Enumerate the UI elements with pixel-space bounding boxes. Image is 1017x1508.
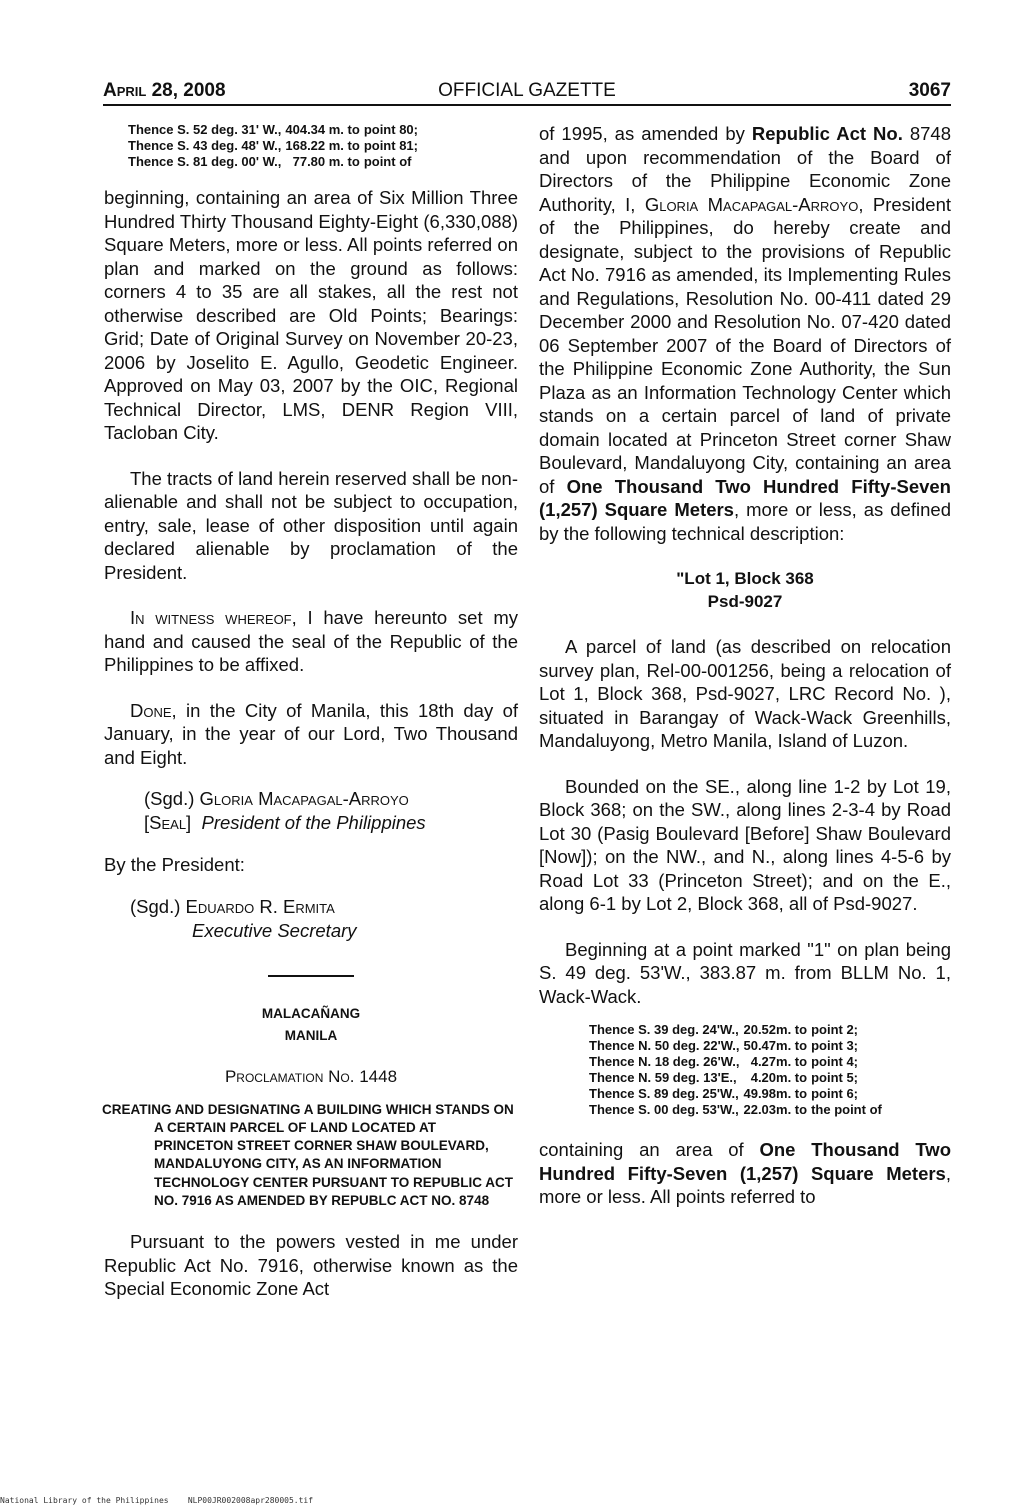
course-point: point of xyxy=(363,154,412,169)
pursuant-paragraph: Pursuant to the powers vested in me under Republic Act No. 7916, otherwise known as the Special Economic Zone Act xyxy=(104,1231,518,1300)
course-point: point 3; xyxy=(811,1038,859,1053)
course-bearing: Thence N. 18 deg. 26'W., xyxy=(589,1054,740,1069)
course-row xyxy=(589,1022,886,1038)
proclamation-number: Proclamation No. 1448 xyxy=(224,1066,398,1086)
place-line-2: MANILA xyxy=(284,1027,338,1043)
course-distance: 404.34 m. to xyxy=(285,122,360,137)
done-paragraph: Done, in the City of Manila, this 18th day of January, in the year of our Lord, Two Thousand and Eight. xyxy=(104,699,518,768)
course-bearing: Thence S. 00 deg. 53'W., xyxy=(589,1102,739,1117)
right-column xyxy=(539,122,951,1209)
scan-footer: National Library of the Philippines NLP00JR002008apr280005.tif xyxy=(0,1496,314,1505)
course-distance: 49.98m. to xyxy=(743,1086,808,1101)
course-row xyxy=(128,138,422,154)
course-row xyxy=(589,1070,886,1086)
area-description-paragraph: beginning, containing an area of Six Million Three Hundred Thirty Thousand Eighty-Eight (6,330,088) Square Meters, more or less. All points referred on plan and marked on the ground as follows: corners 4 to 35 are all stakes, all the rest not otherwise described are Old Points; Bearings: Grid; Date of Original Survey on November 20-23, 2006 by Joselito E. Agullo, Geodetic Engineer. Approved on May 03, 2007 by the OIC, Regional Technical Director, LMS, DENR Region VIII, Tacloban City. xyxy=(104,187,518,443)
area-paragraph: containing an area of One Thousand Two Hundred Fifty-Seven (1,257) Square Meters, more or less. All points referred to xyxy=(539,1139,951,1207)
course-point: point 81; xyxy=(363,138,418,153)
designator-name: Gloria Macapagal-Arroyo xyxy=(644,193,859,215)
publication-title: OFFICIAL GAZETTE xyxy=(438,80,616,101)
proclamation-title: CREATING AND DESIGNATING A BUILDING WHICH STANDS ON A CERTAIN PARCEL OF LAND LOCATED AT PRINCETON STREET CORNER SHAW BOULEVARD, MANDALUYONG CITY, AS AN INFORMATION TECHNOLOGY CENTER PURSUANT TO REPUBLIC ACT NO. 7916 AS AMENDED BY REPUBLC ACT NO. 8748 xyxy=(102,1101,514,1208)
course-bearing: Thence S. 81 deg. 00' W., xyxy=(128,154,282,169)
secretary-name: Eduardo R. Ermita xyxy=(185,895,335,917)
issue-date: April 28, 2008 xyxy=(103,80,226,101)
course-row xyxy=(128,122,422,138)
course-row xyxy=(589,1086,886,1102)
lot-heading: "Lot 1, Block 368 Psd-9027 xyxy=(676,569,814,611)
by-the-president: By the President: xyxy=(104,854,245,875)
course-distance: 4.20m. to xyxy=(750,1070,808,1085)
course-distance: 4.27m. to xyxy=(750,1054,808,1069)
course-point: point 80; xyxy=(363,122,418,137)
course-point: point 5; xyxy=(811,1070,859,1085)
course-row xyxy=(589,1102,886,1118)
course-point: the point of xyxy=(811,1102,882,1117)
course-distance: 22.03m. to xyxy=(743,1102,808,1117)
course-distance: 168.22 m. to xyxy=(285,138,360,153)
course-row xyxy=(128,154,422,170)
witness-paragraph: In witness whereof, I have hereunto set my hand and caused the seal of the Republic of the Philippines to be affixed. xyxy=(104,607,518,675)
done-lead: Done, xyxy=(130,699,177,721)
beginning-paragraph: Beginning at a point marked "1" on plan being S. 49 deg. 53'W., 383.87 m. from BLLM No. 1, Wack-Wack. xyxy=(539,938,951,1007)
course-row xyxy=(589,1038,886,1054)
course-bearing: Thence N. 59 deg. 13'E., xyxy=(589,1070,737,1085)
course-bearing: Thence S. 89 deg. 25'W., xyxy=(589,1086,739,1101)
page-header xyxy=(103,78,951,106)
course-distance: 50.47m. to xyxy=(743,1038,808,1053)
left-column xyxy=(104,122,518,1301)
president-title: President of the Philippines xyxy=(201,812,426,833)
secretary-signature-block: (Sgd.) Eduardo R. Ermita Executive Secretary xyxy=(104,895,518,943)
president-name: Gloria Macapagal-Arroyo xyxy=(199,788,409,809)
bounded-paragraph: Bounded on the SE., along line 1-2 by Lot 19, Block 368; on the SW., along lines 2-3-4 by Road Lot 30 (Pasig Boulevard [Before] Shaw Boulevard [Now]); on the NW., and N., along lines 4-5-6 by Road Lot 33 (Princeton Street); and on the E., along 6-1 by Lot 2, Block 368, all of Psd-9027. xyxy=(539,775,951,914)
seal-label: [Seal] xyxy=(144,812,192,833)
course-row xyxy=(589,1054,886,1070)
course-point: point 6; xyxy=(811,1086,859,1101)
course-bearing: Thence S. 52 deg. 31' W., xyxy=(128,122,282,137)
course-bearing: Thence N. 50 deg. 22'W., xyxy=(589,1038,740,1053)
page-number: 3067 xyxy=(908,80,951,101)
course-point: point 4; xyxy=(811,1054,859,1069)
course-distance: 77.80 m. to xyxy=(292,154,360,169)
secretary-title: Executive Secretary xyxy=(192,919,357,941)
president-signature-block: (Sgd.) Gloria Macapagal-Arroyo [Seal] President of the Philippines xyxy=(144,788,426,833)
course-distance: 20.52m. to xyxy=(743,1022,808,1037)
course-bearing: Thence S. 39 deg. 24'W., xyxy=(589,1022,739,1037)
course-point: point 2; xyxy=(811,1022,859,1037)
right-technical-courses xyxy=(589,1022,886,1118)
reservation-paragraph: The tracts of land herein reserved shall be non-alienable and shall not be subject to occupation, entry, sale, lease of other disposition until again declared alienable by proclamation of the President. xyxy=(104,467,518,583)
witness-lead: In witness whereof, xyxy=(130,607,297,628)
place-line-1: MALACAÑANG xyxy=(261,1005,361,1021)
designation-paragraph: of 1995, as amended by Republic Act No. 8748 and upon recommendation of the Board of Directors of the Philippine Economic Zone Authority, I, Gloria Macapagal-Arroyo, President of the Philippines, do hereby create and designate, subject to the provisions of Republic Act No. 7916 as amended, its Implementing Rules and Regulations, Resolution No. 00-411 dated 29 December 2000 and Resolution No. 07-420 dated 06 September 2007 of the Board of Directors of the Philippine Economic Zone Authority, the Sun Plaza as an Information Technology Center which stands on a certain parcel of land of private domain located at Princeton Street corner Shaw Boulevard, Mandaluyong City, containing an area of One Thousand Two Hundred Fifty-Seven (1,257) Square Meters, more or less, as defined by the following technical description: xyxy=(539,123,952,544)
parcel-paragraph: A parcel of land (as described on relocation survey plan, Rel-00-001256, being a relocation of Lot 1, Block 368, Psd-9027, LRC Record No. ), situated in Barangay of Wack-Wack Greenhills, Mandaluyong, Metro Manila, Island of Luzon. xyxy=(539,636,951,751)
course-bearing: Thence S. 43 deg. 48' W., xyxy=(128,138,282,153)
left-technical-courses xyxy=(128,122,422,170)
